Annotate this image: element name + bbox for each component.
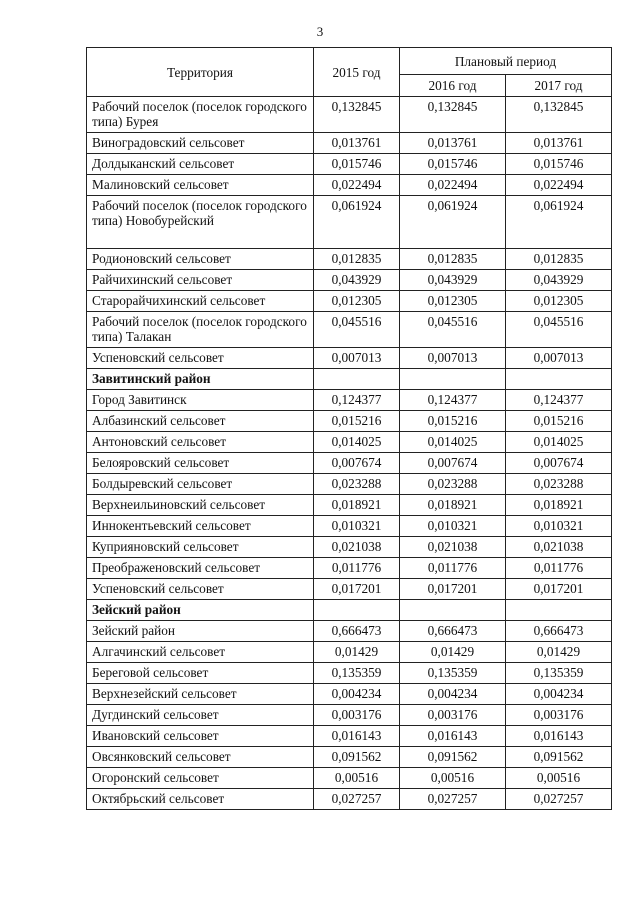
table-row xyxy=(87,154,612,175)
value-2015-cell: 0,027257 xyxy=(314,789,400,810)
territory-cell: Куприяновский сельсовет xyxy=(87,537,314,558)
value-2015-cell: 0,666473 xyxy=(314,621,400,642)
territory-cell: Огоронский сельсовет xyxy=(87,768,314,789)
data-table xyxy=(86,47,612,810)
table-row xyxy=(87,175,612,196)
table-row xyxy=(87,579,612,600)
value-2015-cell: 0,01429 xyxy=(314,642,400,663)
value-2015-cell: 0,00516 xyxy=(314,768,400,789)
value-2016-cell: 0,017201 xyxy=(400,579,506,600)
section-row xyxy=(87,600,612,621)
value-2015-cell: 0,014025 xyxy=(314,432,400,453)
value-2015-cell xyxy=(314,600,400,621)
value-2015-cell: 0,135359 xyxy=(314,663,400,684)
value-2017-cell: 0,00516 xyxy=(506,768,612,789)
territory-cell: Октябрьский сельсовет xyxy=(87,789,314,810)
value-2016-cell: 0,012835 xyxy=(400,249,506,270)
value-2015-cell: 0,012835 xyxy=(314,249,400,270)
value-2015-cell: 0,045516 xyxy=(314,312,400,348)
value-2015-cell: 0,022494 xyxy=(314,175,400,196)
table-row xyxy=(87,747,612,768)
value-2017-cell: 0,015746 xyxy=(506,154,612,175)
value-2015-cell: 0,004234 xyxy=(314,684,400,705)
territory-cell: Береговой сельсовет xyxy=(87,663,314,684)
territory-cell: Алгачинский сельсовет xyxy=(87,642,314,663)
table-row xyxy=(87,726,612,747)
value-2015-cell: 0,021038 xyxy=(314,537,400,558)
value-2016-cell: 0,007013 xyxy=(400,348,506,369)
table-row xyxy=(87,390,612,411)
table-row xyxy=(87,196,612,249)
territory-cell: Родионовский сельсовет xyxy=(87,249,314,270)
table-row xyxy=(87,474,612,495)
table-row xyxy=(87,642,612,663)
value-2017-cell xyxy=(506,600,612,621)
territory-cell: Албазинский сельсовет xyxy=(87,411,314,432)
table-row xyxy=(87,663,612,684)
value-2017-cell: 0,003176 xyxy=(506,705,612,726)
table-row xyxy=(87,348,612,369)
value-2015-cell: 0,061924 xyxy=(314,196,400,249)
value-2017-cell: 0,01429 xyxy=(506,642,612,663)
table-row xyxy=(87,97,612,133)
value-2015-cell: 0,015746 xyxy=(314,154,400,175)
value-2015-cell: 0,012305 xyxy=(314,291,400,312)
territory-cell: Рабочий поселок (поселок городского типа) Талакан xyxy=(87,312,314,348)
value-2016-cell: 0,027257 xyxy=(400,789,506,810)
territory-cell: Успеновский сельсовет xyxy=(87,348,314,369)
table-row xyxy=(87,621,612,642)
value-2017-cell: 0,011776 xyxy=(506,558,612,579)
territory-cell: Зейский район xyxy=(87,621,314,642)
value-2016-cell: 0,135359 xyxy=(400,663,506,684)
value-2017-cell: 0,135359 xyxy=(506,663,612,684)
value-2016-cell xyxy=(400,369,506,390)
value-2016-cell: 0,018921 xyxy=(400,495,506,516)
header-2017: 2017 год xyxy=(506,75,612,97)
territory-cell: Болдыревский сельсовет xyxy=(87,474,314,495)
value-2015-cell: 0,015216 xyxy=(314,411,400,432)
value-2016-cell: 0,091562 xyxy=(400,747,506,768)
value-2017-cell: 0,004234 xyxy=(506,684,612,705)
page-number: 3 xyxy=(316,24,324,39)
table-row xyxy=(87,537,612,558)
value-2017-cell: 0,012305 xyxy=(506,291,612,312)
value-2017-cell: 0,013761 xyxy=(506,133,612,154)
value-2017-cell: 0,010321 xyxy=(506,516,612,537)
territory-cell: Райчихинский сельсовет xyxy=(87,270,314,291)
territory-cell: Успеновский сельсовет xyxy=(87,579,314,600)
value-2015-cell xyxy=(314,369,400,390)
header-2015: 2015 год xyxy=(314,48,400,97)
value-2016-cell: 0,015216 xyxy=(400,411,506,432)
value-2016-cell: 0,061924 xyxy=(400,196,506,249)
value-2016-cell: 0,045516 xyxy=(400,312,506,348)
value-2016-cell: 0,004234 xyxy=(400,684,506,705)
territory-cell: Рабочий поселок (поселок городского типа) Бурея xyxy=(87,97,314,133)
table-row xyxy=(87,558,612,579)
table-row xyxy=(87,133,612,154)
table-row xyxy=(87,411,612,432)
table-row xyxy=(87,312,612,348)
header-planned-period: Плановый период xyxy=(400,48,612,75)
value-2017-cell xyxy=(506,369,612,390)
value-2016-cell: 0,124377 xyxy=(400,390,506,411)
value-2017-cell: 0,045516 xyxy=(506,312,612,348)
value-2016-cell: 0,666473 xyxy=(400,621,506,642)
value-2016-cell: 0,011776 xyxy=(400,558,506,579)
territory-cell: Иннокентьевский сельсовет xyxy=(87,516,314,537)
value-2016-cell: 0,132845 xyxy=(400,97,506,133)
value-2016-cell xyxy=(400,600,506,621)
table-row xyxy=(87,453,612,474)
territory-cell: Верхнеильиновский сельсовет xyxy=(87,495,314,516)
territory-cell: Зейский район xyxy=(87,600,314,621)
value-2017-cell: 0,091562 xyxy=(506,747,612,768)
value-2017-cell: 0,015216 xyxy=(506,411,612,432)
table-row xyxy=(87,495,612,516)
value-2015-cell: 0,043929 xyxy=(314,270,400,291)
value-2016-cell: 0,023288 xyxy=(400,474,506,495)
table-row xyxy=(87,291,612,312)
value-2015-cell: 0,016143 xyxy=(314,726,400,747)
value-2015-cell: 0,011776 xyxy=(314,558,400,579)
value-2015-cell: 0,132845 xyxy=(314,97,400,133)
territory-cell: Белояровский сельсовет xyxy=(87,453,314,474)
value-2016-cell: 0,016143 xyxy=(400,726,506,747)
value-2016-cell: 0,013761 xyxy=(400,133,506,154)
value-2017-cell: 0,027257 xyxy=(506,789,612,810)
value-2017-cell: 0,007674 xyxy=(506,453,612,474)
value-2017-cell: 0,014025 xyxy=(506,432,612,453)
territory-cell: Овсянковский сельсовет xyxy=(87,747,314,768)
value-2015-cell: 0,007013 xyxy=(314,348,400,369)
value-2017-cell: 0,022494 xyxy=(506,175,612,196)
value-2016-cell: 0,043929 xyxy=(400,270,506,291)
value-2016-cell: 0,007674 xyxy=(400,453,506,474)
value-2015-cell: 0,091562 xyxy=(314,747,400,768)
territory-cell: Верхнезейский сельсовет xyxy=(87,684,314,705)
value-2015-cell: 0,010321 xyxy=(314,516,400,537)
header-territory: Территория xyxy=(87,48,314,97)
table-row xyxy=(87,270,612,291)
table-row xyxy=(87,432,612,453)
value-2017-cell: 0,016143 xyxy=(506,726,612,747)
territory-cell: Виноградовский сельсовет xyxy=(87,133,314,154)
territory-cell: Завитинский район xyxy=(87,369,314,390)
territory-cell: Рабочий поселок (поселок городского типа) Новобурейский xyxy=(87,196,314,249)
value-2015-cell: 0,018921 xyxy=(314,495,400,516)
table-body xyxy=(87,97,612,810)
header-2016: 2016 год xyxy=(400,75,506,97)
value-2017-cell: 0,124377 xyxy=(506,390,612,411)
value-2015-cell: 0,023288 xyxy=(314,474,400,495)
value-2017-cell: 0,017201 xyxy=(506,579,612,600)
value-2016-cell: 0,015746 xyxy=(400,154,506,175)
value-2016-cell: 0,00516 xyxy=(400,768,506,789)
territory-cell: Ивановский сельсовет xyxy=(87,726,314,747)
section-row xyxy=(87,369,612,390)
value-2017-cell: 0,021038 xyxy=(506,537,612,558)
value-2016-cell: 0,022494 xyxy=(400,175,506,196)
value-2017-cell: 0,023288 xyxy=(506,474,612,495)
value-2017-cell: 0,061924 xyxy=(506,196,612,249)
territory-cell: Старорайчихинский сельсовет xyxy=(87,291,314,312)
table-row xyxy=(87,768,612,789)
table-row xyxy=(87,684,612,705)
table-row xyxy=(87,516,612,537)
value-2016-cell: 0,01429 xyxy=(400,642,506,663)
territory-cell: Долдыканский сельсовет xyxy=(87,154,314,175)
value-2015-cell: 0,124377 xyxy=(314,390,400,411)
value-2015-cell: 0,013761 xyxy=(314,133,400,154)
table-row xyxy=(87,249,612,270)
value-2016-cell: 0,012305 xyxy=(400,291,506,312)
territory-cell: Город Завитинск xyxy=(87,390,314,411)
value-2015-cell: 0,003176 xyxy=(314,705,400,726)
territory-cell: Малиновский сельсовет xyxy=(87,175,314,196)
table-row xyxy=(87,789,612,810)
territory-cell: Преображеновский сельсовет xyxy=(87,558,314,579)
value-2016-cell: 0,010321 xyxy=(400,516,506,537)
value-2015-cell: 0,007674 xyxy=(314,453,400,474)
table-row xyxy=(87,705,612,726)
territory-cell: Дугдинский сельсовет xyxy=(87,705,314,726)
value-2017-cell: 0,043929 xyxy=(506,270,612,291)
value-2016-cell: 0,014025 xyxy=(400,432,506,453)
value-2017-cell: 0,666473 xyxy=(506,621,612,642)
territory-cell: Антоновский сельсовет xyxy=(87,432,314,453)
value-2016-cell: 0,021038 xyxy=(400,537,506,558)
value-2016-cell: 0,003176 xyxy=(400,705,506,726)
value-2017-cell: 0,018921 xyxy=(506,495,612,516)
value-2015-cell: 0,017201 xyxy=(314,579,400,600)
value-2017-cell: 0,012835 xyxy=(506,249,612,270)
value-2017-cell: 0,132845 xyxy=(506,97,612,133)
value-2017-cell: 0,007013 xyxy=(506,348,612,369)
